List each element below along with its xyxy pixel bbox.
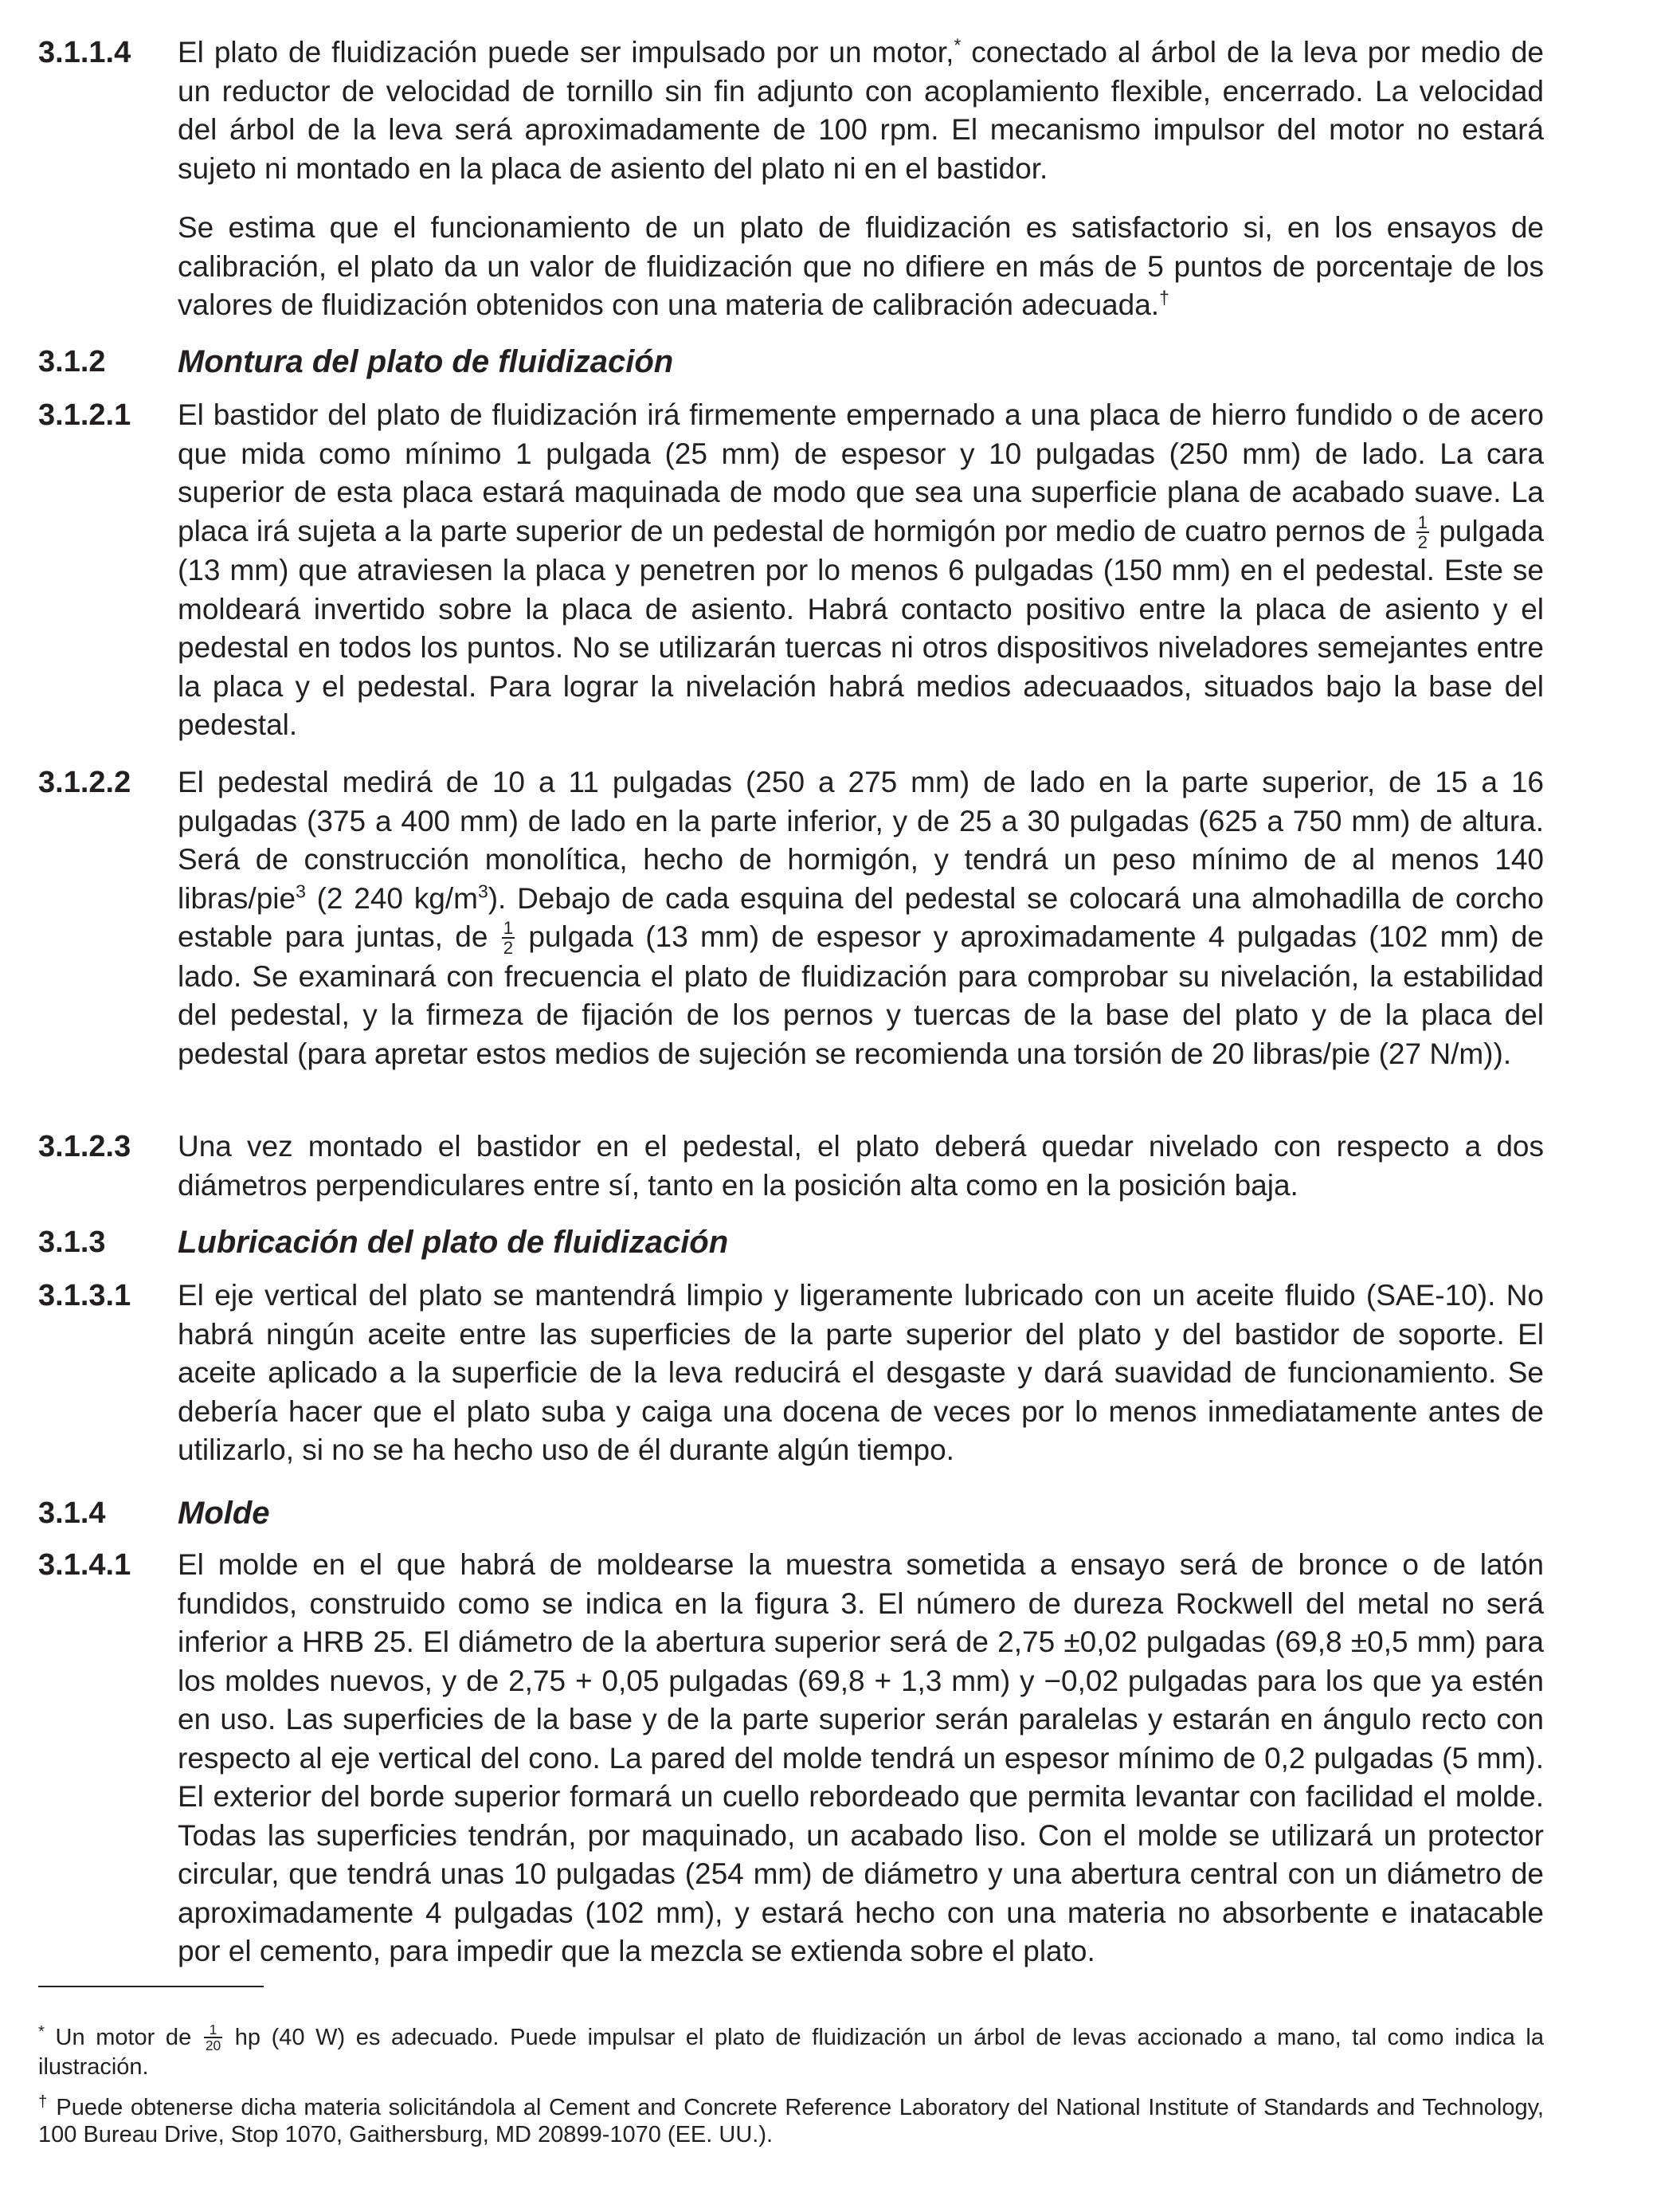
section-number: 3.1.1.4 [38,36,131,69]
footnote-ref: † [1159,287,1169,308]
paragraph-text: El plato de fluidización puede ser impulsado por un motor, [178,36,954,69]
footnote-divider [38,1986,264,1987]
footnote-mark: † [38,2092,49,2111]
paragraph-text: pulgada (13 mm) de espesor y aproximadamente 4 pulgadas (102 mm) de lado. Se examinará con frecuencia el plato de fluidización para comprobar su nivelación, la estabilidad del pedestal, y la firmeza de fijación de los pernos y tuercas de la base del plato y de la placa del pedestal (para apretar estos medios de sujeción se recomienda una torsión de 20 libras/pie (27 N/m)). [178,920,1544,1070]
fraction-denominator: 2 [503,938,514,959]
footnote-mark: * [38,2022,45,2041]
section-number: 3.1.2 [38,345,106,378]
paragraph-text: El bastidor del plato de fluidización irá firmemente empernado a una placa de hierro fundido o de acero que mida como mínimo 1 pulgada (25 mm) de espesor y 10 pulgadas (250 mm) de lado. La cara superior de esta placa estará maquinada de modo que sea una superficie plana de acabado suave. La placa irá sujeta a la parte superior de un pedestal de hormigón por medio de cuatro pernos de [178,398,1544,547]
section-heading: Lubricación del plato de fluidización [178,1225,729,1260]
paragraph-text: Se estima que el funcionamiento de un plato de fluidización es satisfactorio si, en los ensayos de calibración, el plato da un valor de fluidización que no difiere en más de 5 puntos de porcentaje de los valores de fluidización obtenidos con una materia de calibración adecuada. [178,211,1544,321]
section-3-1-1-4-continued [38,209,1544,325]
footnote-2 [38,2094,1544,2148]
fraction-numerator: 1 [503,918,514,938]
fraction-numerator: 1 [1417,512,1428,532]
section-number: 3.1.2.1 [38,398,131,432]
section-heading: Montura del plato de fluidización [178,344,674,379]
section-heading: Molde [178,1496,270,1531]
footnote-text: Un motor de [44,2024,202,2050]
section-3-1-2-3 [38,1128,1544,1205]
fraction-numerator: 1 [204,2022,222,2038]
section-3-1-3-1 [38,1277,1544,1470]
section-number: 3.1.4.1 [38,1548,131,1582]
section-number: 3.1.2.2 [38,766,131,799]
footnote-1 [38,2022,1544,2081]
footnote-ref: * [954,34,962,56]
section-number: 3.1.4 [38,1496,106,1530]
paragraph-text: El pedestal medirá de 10 a 11 pulgadas (250 a 275 mm) de lado en la parte superior, de 15 a 16 pulgadas (375 a 400 mm) de lado en la parte inferior, y de 25 a 30 pulgadas (625 a 750 mm) de altura. Será de construcción monolítica, hecho de hormigón, y tendrá un peso mínimo de al menos 140 libras/pie [178,766,1544,915]
footnote-text: Puede obtenerse dicha materia solicitándola al Cement and Concrete Reference Laboratory del National Institute of Standards and Technology, 100 Bureau Drive, Stop 1070, Gaithersburg, MD 20899-1070 (EE. UU.). [38,2095,1544,2147]
paragraph: El eje vertical del plato se mantendrá limpio y ligeramente lubricado con un aceite fluido (SAE-10). No habrá ningún aceite entre las superficies de la parte superior del plato y del bastidor de soporte. El aceite aplicado a la superficie de la leva reducirá el desgaste y dará suavidad de funcionamiento. Se debería hacer que el plato suba y caiga una docena de veces por lo menos inmediatamente antes de utilizarlo, si no se ha hecho uso de él durante algún tiempo. [178,1279,1544,1466]
section-3-1-4 [38,1494,1544,1532]
paragraph-text: ). Debajo de cada esquina del pedestal se colocará una almohadilla de corcho estable para juntas, de [178,881,1544,953]
section-3-1-4-1 [38,1546,1544,1971]
section-3-1-1-4 [38,33,1544,188]
paragraph-text: conectado al árbol de la leva por medio de un reductor de velocidad de tornillo sin fin adjunto con acoplamiento flexible, encerrado. La velocidad del árbol de la leva será aproximadamente de 100 rpm. El mecanismo impulsor del motor no estará sujeto ni montado en la placa de asiento del plato ni en el bastidor. [178,36,1544,185]
superscript: 3 [477,880,488,901]
fraction-denominator: 20 [205,2037,221,2054]
section-3-1-2-2 [38,763,1544,1073]
fraction-denominator: 2 [1417,531,1428,552]
paragraph: Una vez montado el bastidor en el pedestal, el plato deberá quedar nivelado con respecto a dos diámetros perpendiculares entre sí, tanto en la posición alta como en la posición baja. [178,1130,1544,1202]
section-number: 3.1.3 [38,1226,106,1259]
paragraph [178,33,1544,188]
footnote-text: hp (40 W) es adecuado. Puede impulsar el plato de fluidización un árbol de levas accionado a mano, tal como indica la ilustración. [38,2024,1544,2080]
paragraph-text: (2 240 kg/m [305,881,478,915]
paragraph [178,209,1544,325]
section-3-1-2-1 [38,396,1544,745]
paragraph: El molde en el que habrá de moldearse la muestra sometida a ensayo será de bronce o de latón fundidos, construido como se indica en la figura 3. El número de dureza Rockwell del metal no será inferior a HRB 25. El diámetro de la abertura superior será de 2,75 ±0,02 pulgadas (69,8 ±0,5 mm) para los moldes nuevos, y de 2,75 + 0,05 pulgadas (69,8 + 1,3 mm) y −0,02 pulgadas para los que ya estén en uso. Las superficies de la base y de la parte superior serán paralelas y estarán en ángulo recto con respecto al eje vertical del cono. La pared del molde tendrá un espesor mínimo de 0,2 pulgadas (5 mm). El exterior del borde superior formará un cuello rebordeado que permita levantar con facilidad el molde. Todas las superficies tendrán, por maquinado, un acabado liso. Con el molde se utilizará un protector circular, que tendrá unas 10 pulgadas (254 mm) de diámetro y una abertura central con un diámetro de aproximadamente 4 pulgadas (102 mm), y estará hecho con una materia no absorbente e inatacable por el cemento, para impedir que la mezcla se extienda sobre el plato. [178,1548,1544,1967]
paragraph [178,763,1544,1073]
fraction [502,919,515,958]
section-number: 3.1.2.3 [38,1130,131,1163]
section-3-1-3 [38,1223,1544,1261]
section-3-1-2 [38,343,1544,381]
fraction [204,2022,222,2053]
fraction [1416,513,1429,552]
paragraph-text: pulgada (13 mm) que atraviesen la placa y penetren por lo menos 6 pulgadas (150 mm) en el pedestal. Este se moldeará invertido sobre la placa de asiento. Habrá contacto positivo entre la placa de asiento y el pedestal en todos los puntos. No se utilizarán tuercas ni otros dispositivos niveladores semejantes entre la placa y el pedestal. Para lograr la nivelación habrá medios adecuaados, situados bajo la base del pedestal. [178,514,1544,742]
section-number: 3.1.3.1 [38,1279,131,1312]
paragraph [178,396,1544,745]
superscript: 3 [296,880,306,901]
